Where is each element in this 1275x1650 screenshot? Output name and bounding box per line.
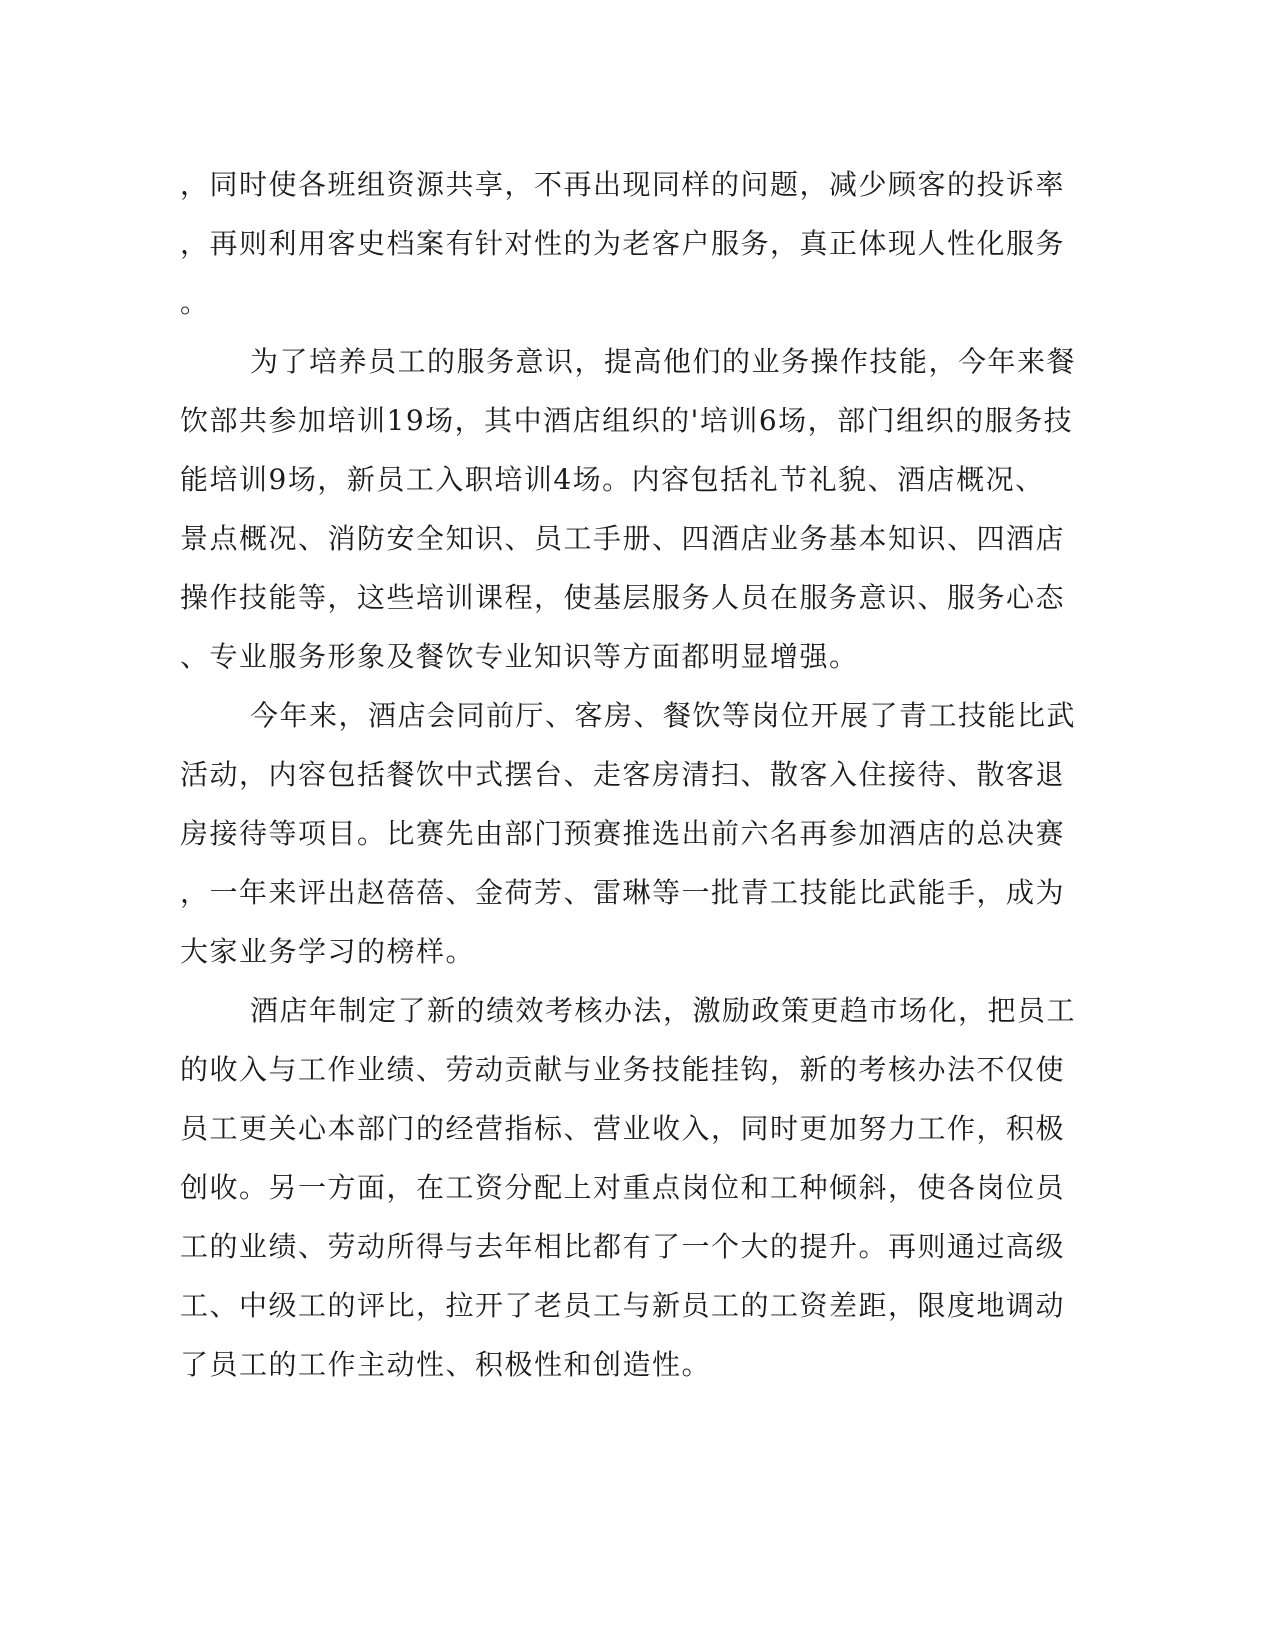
text-line: 酒店年制定了新的绩效考核办法，激励政策更趋市场化，把员工 (250, 994, 1077, 1027)
paragraph-performance (180, 981, 1077, 1394)
paragraph-training (180, 332, 1077, 686)
text-line: ，一年来评出赵蓓蓓、金荷芳、雷琳等一批青工技能比武能手，成为 (180, 876, 1066, 909)
text-line: 房接待等项目。比赛先由部门预赛推选出前六名再参加酒店的总决赛 (180, 817, 1066, 850)
text-line: 了员工的工作主动性、积极性和创造性。 (180, 1348, 712, 1381)
text-line: 为了培养员工的服务意识，提高他们的业务操作技能，今年来餐 (250, 345, 1077, 378)
text-line: 操作技能等，这些培训课程，使基层服务人员在服务意识、服务心态 (180, 581, 1066, 614)
text-line: 工的业绩、劳动所得与去年相比都有了一个大的提升。再则通过高级 (180, 1230, 1066, 1263)
text-line: ，再则利用客史档案有针对性的为老客户服务，真正体现人性化服务 (180, 227, 1066, 260)
text-line: 、专业服务形象及餐饮专业知识等方面都明显增强。 (180, 640, 859, 673)
text-line: 创收。另一方面，在工资分配上对重点岗位和工种倾斜，使各岗位员 (180, 1171, 1066, 1204)
text-line: 。 (180, 286, 210, 319)
text-line: 能培训9场，新员工入职培训4场。内容包括礼节礼貌、酒店概况、 (180, 463, 1045, 496)
text-line: 饮部共参加培训19场，其中酒店组织的'培训6场，部门组织的服务技 (180, 404, 1074, 437)
text-line: 大家业务学习的榜样。 (180, 935, 476, 968)
text-line: 景点概况、消防安全知识、员工手册、四酒店业务基本知识、四酒店 (180, 522, 1066, 555)
text-line: 今年来，酒店会同前厅、客房、餐饮等岗位开展了青工技能比武 (250, 699, 1077, 732)
text-line: ，同时使各班组资源共享，不再出现同样的问题，减少顾客的投诉率 (180, 168, 1066, 201)
paragraph-skills-contest (180, 686, 1077, 981)
paragraph-continuation (180, 155, 1066, 332)
text-line: 工、中级工的评比，拉开了老员工与新员工的工资差距，限度地调动 (180, 1289, 1066, 1322)
text-line: 的收入与工作业绩、劳动贡献与业务技能挂钩，新的考核办法不仅使 (180, 1053, 1066, 1086)
document-body (180, 155, 1077, 1394)
text-line: 员工更关心本部门的经营指标、营业收入，同时更加努力工作，积极 (180, 1112, 1066, 1145)
text-line: 活动，内容包括餐饮中式摆台、走客房清扫、散客入住接待、散客退 (180, 758, 1066, 791)
